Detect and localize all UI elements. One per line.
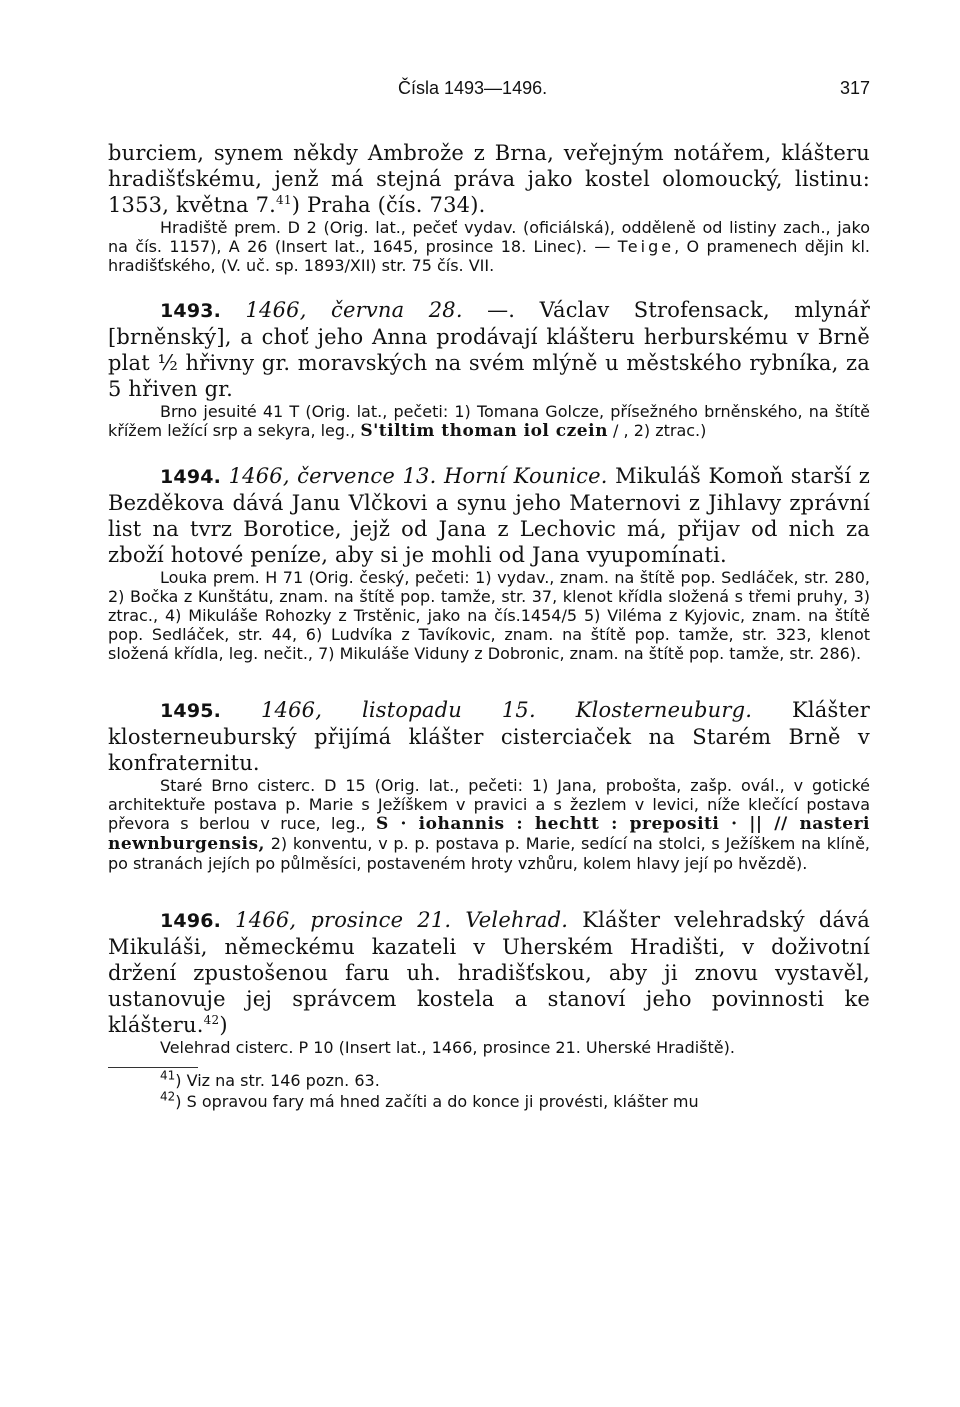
running-head: [108, 72, 870, 108]
author-name: Teige: [617, 237, 675, 256]
intro-source: Hradiště prem. D 2 (Orig. lat., pečeť vydav. (oficiálská), odděleně od listiny zach., jako na čís. 1157), A 26 (Insert lat., 1645, prosince 18. Linec). — Teige, O pramenech dějin kl. hradišťského, (V. uč. sp. 1893/XII) str. 75 čís. VII.: [108, 218, 870, 275]
footnote-42: $^{42}$) S opravou fary má hned začíti a do konce ji provésti, klášter mu: [160, 1089, 699, 1111]
entry-body: 1494. 1466, července 13. Horní Kounice. Mikuláš Komoň starší z Bezděkova dává Janu Vlčkovi a synu jeho Maternovi z Jihlavy zprávní list na tvrz Borotice, jejž od Jana z Lechovic má, přijav od nich za zboží hotové peníze, aby si je mohli od Jana vyupomínati.: [108, 464, 870, 567]
entry-number: 1493.: [160, 300, 222, 322]
entry-1495: [108, 697, 870, 873]
page: [108, 72, 870, 1112]
footnote-ref-41: 41: [276, 193, 292, 207]
intro-body: burciem, synem někdy Ambrože z Brna, veřejným notářem, klášteru hradišťskému, jenž má stejná práva jako kostel olomoucký, listinu: 1353, května 7.41) Praha (čís. 734).: [108, 141, 870, 217]
entry-place: Horní Kounice.: [443, 464, 608, 488]
entry-number: 1494.: [160, 466, 222, 488]
footnotes: [160, 1070, 870, 1112]
entry-place: —.: [487, 298, 516, 322]
entry-number: 1495.: [160, 700, 222, 722]
page-number: 317: [839, 78, 870, 98]
entry-source: Brno jesuité 41 T (Orig. lat., pečeti: 1) Tomana Golcze, přísežného brněnského, na štítě křížem ležící srp a sekyra, leg., S'tiltim thoman iol czein / , 2) ztrac.): [108, 402, 870, 441]
entry-date: 1466, června 28.: [245, 298, 463, 322]
entry-place: Klosterneuburg.: [575, 698, 753, 722]
entry-source: Velehrad cisterc. P 10 (Insert lat., 1466, prosince 21. Uherské Hradiště).: [160, 1038, 735, 1057]
seal-legend: S · iohannis : hechtt : prepositi · || // nasteri newnburgensis,: [108, 814, 870, 854]
footnote-divider: [108, 1067, 198, 1068]
seal-legend: S'tiltim thoman iol czein: [360, 421, 608, 441]
entry-source: Louka prem. H 71 (Orig. český, pečeti: 1) vydav., znam. na štítě pop. Sedláček, str. 280, 2) Bočka z Kunštátu, znam. na štítě pop. tamže, str. 37, klenot křídla složená s třemi pruhy, 3) ztrac., 4) Mikuláše Rohozky z Trstěnic, jako na čís.1454/5 5) Viléma z Kyjovic, znam. na štítě pop. Sedláček, str. 44, 6) Ludvíka z Tavíkovic, znam. na štítě pop. tamže, str. 323, klenot složená křídla, leg. nečit., 7) Mikuláše Viduny z Dobronic, znam. na štítě pop. tamže, str. 286).: [108, 568, 870, 663]
entry-date: 1466, července 13.: [228, 464, 437, 488]
entry-1496: [108, 907, 870, 1057]
entry-1493: [108, 297, 870, 441]
running-title: Čísla 1493—1496.: [398, 78, 548, 98]
entry-date: 1466, prosince 21.: [235, 908, 452, 932]
entry-number: 1496.: [160, 910, 222, 932]
footnote-ref-42: 42: [203, 1013, 220, 1027]
entry-source: Staré Brno cisterc. D 15 (Orig. lat., pečeti: 1) Jana, probošta, zašp. ovál., v gotické architektuře postava p. Marie s Ježíškem v pravici a s žezlem v levici, níže klečící postava převora s berlou v ruce, leg., S · iohannis : hechtt : prepositi · || // nasteri newnburgensis, 2) konventu, v p. p. postava p. Marie, sedící na stolci, s Ježíškem na klíně, po stranách jejích po půlměsíci, postaveném hroty vzhůru, kolem hlavy její po hvězdě).: [108, 776, 871, 873]
footnote-41: $^{41}$) Viz na str. 146 pozn. 63.: [160, 1068, 380, 1090]
entry-body: 1495. 1466, listopadu 15. Klosterneuburg. Klášter klosterneuburský přijímá klášter cisterciaček na Starém Brně v konfraternitu.: [108, 698, 870, 775]
entry-1494: [108, 463, 870, 663]
entry-place: Velehrad.: [465, 908, 569, 932]
entry-date: 1466, listopadu 15.: [260, 698, 536, 722]
entry-body: 1493. 1466, června 28. —. Václav Strofensack, mlynář [brněnský], a choť jeho Anna prodávají klášteru herburskému v Brně plat ½ hřivny gr. moravských na svém mlýně u městského rybníka, za 5 hřiven gr.: [108, 298, 870, 401]
entry-body: 1496. 1466, prosince 21. Velehrad. Klášter velehradský dává Mikuláši, německému kazateli v Uherském Hradišti, v doživotní držení zpustošenou faru uh. hradišťskou, aby ji znovu vystavěl, ustanovuje jej správcem kostela a stanoví jeho povinnosti ke klášteru.$^{42}$): [108, 908, 870, 1037]
intro-paragraph: [108, 140, 870, 275]
